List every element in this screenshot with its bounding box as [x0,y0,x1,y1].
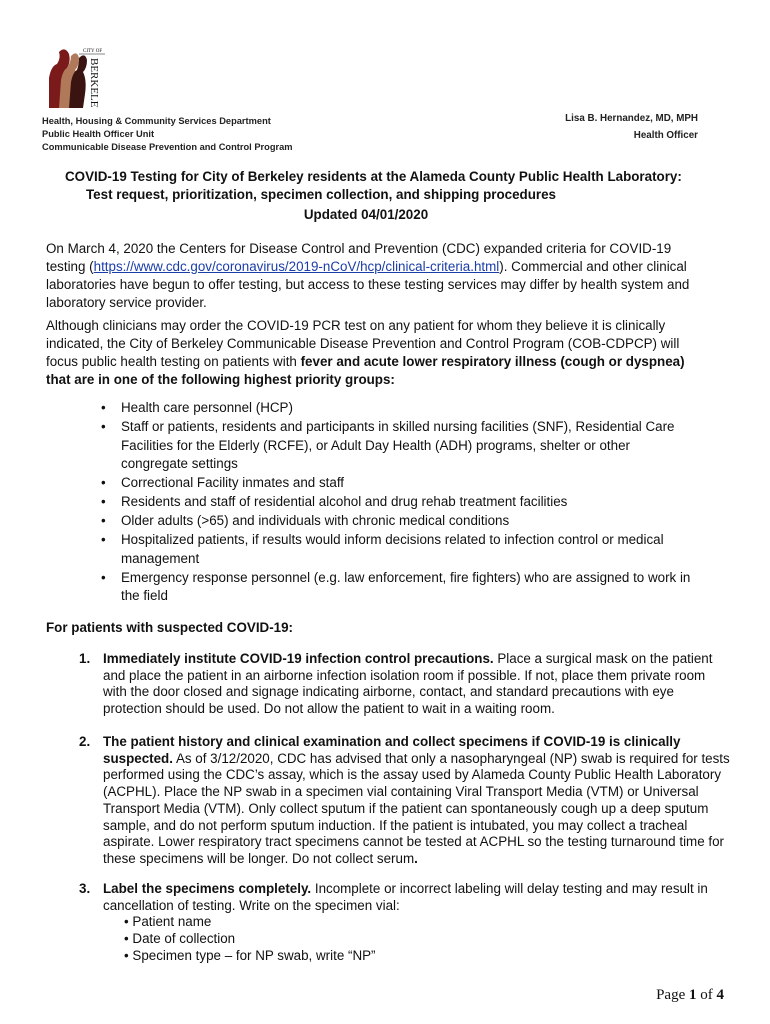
step-bold: Label the specimens completely. [103,881,312,896]
intro-paragraph [46,240,706,312]
page-label: Page [656,987,689,1003]
page-number [656,987,724,1004]
priority-groups-list [121,399,696,606]
step-3 [79,881,731,965]
list-item: • Emergency response personnel (e.g. law enforcement, fire fighters) who are assigned to work in the field [121,569,696,606]
step-2 [79,734,731,868]
officer-name: Lisa B. Hernandez, MD, MPH [565,113,698,124]
city-logo [47,44,107,108]
page-of: of [696,987,717,1003]
list-item: • Correctional Facility inmates and staff [121,474,696,493]
step-number: 1. [79,651,91,666]
priority-text: Although clinicians may order the COVID-19 PCR test on any patient for whom they believe it is clinically indicated, the City of Berkeley Communicable Disease Prevention and Control Program (COB-CDPCP) will focus public health testing on patients with [46,318,680,369]
step-number: 3. [79,881,91,896]
step-text: As of 3/12/2020, CDC has advised that only a nasopharyngeal (NP) swab is required for tests performed using the CDC’s assay, which is the assay used by Alameda County Public Health Laboratory (ACPHL). Place the NP swab in a specimen vial containing Viral Transport Media (VTM) or Universal Transport Media (VTM). Only collect sputum if the patient can spontaneously cough up a deep sputum sample, and do not perform sputum induction. If the patient is intubated, you may collect a tracheal aspirate. Lower respiratory tract specimens cannot be tested at ACPHL so the testing turnaround time for these specimens will be longer. Do not collect serum [103,750,730,866]
step-1 [79,651,731,718]
dept-line: Communicable Disease Prevention and Control Program [42,142,293,152]
specimen-label-item: • Specimen type – for NP swab, write “NP” [124,947,376,963]
title-line-2: Test request, prioritization, specimen collection, and shipping procedures [86,187,556,202]
list-item: • Older adults (>65) and individuals with chronic medical conditions [121,512,696,531]
section-heading: For patients with suspected COVID-19: [46,620,294,635]
svg-text:BERKELEY: BERKELEY [88,58,100,108]
dept-line: Public Health Officer Unit [42,129,155,139]
cdc-criteria-link[interactable]: https://www.cdc.gov/coronavirus/2019-nCoV/hcp/clinical-criteria.html [93,259,500,274]
officer-title: Health Officer [633,130,698,141]
svg-text:CITY OF: CITY OF [83,49,103,54]
dept-line: Health, Housing & Community Services Department [42,116,271,126]
page-current: 1 [689,987,697,1003]
list-item: • Residents and staff of residential alcohol and drug rehab treatment facilities [121,493,696,512]
page-total: 4 [716,987,724,1003]
step-end: . [414,850,418,866]
priority-paragraph [46,317,706,389]
list-item: • Hospitalized patients, if results would inform decisions related to infection control or medical management [121,531,696,568]
list-item: • Health care personnel (HCP) [121,399,696,418]
priority-text-bold: fever and acute lower respiratory illness (cough or dyspnea) that are in one of the following highest priority groups: [46,354,685,387]
step-number: 2. [79,734,91,749]
step-text: Place a surgical mask on the patient and place the patient in an airborne infection isolation room if possible. If not, place them private room with the door closed and signage indicating airborne, contact, and standard precautions with eye protection should be used. Do not allow the patient to wait in a waiting room. [103,651,713,717]
berkeley-silhouettes-icon [47,44,107,108]
step-text: Incomplete or incorrect labeling will delay testing and may result in cancellation of testing. Write on the specimen vial: [103,881,708,913]
document-title [48,168,728,224]
intro-text-after: ). Commercial and other clinical laboratories have begun to offer testing, but access to these testing services may differ by health system and laboratory service provider. [46,259,690,310]
specimen-label-item: • Date of collection [124,931,236,947]
title-line-1: COVID-19 Testing for City of Berkeley residents at the Alameda County Public Health Laboratory: [65,169,682,184]
department-header [42,115,293,154]
step-bold: The patient history and clinical examination and collect specimens if COVID-19 is clinically suspected. [103,734,681,766]
list-item: • Staff or patients, residents and participants in skilled nursing facilities (SNF), Residential Care Facilities for the Elderly (RCFE), or Adult Day Health (ADH) programs, shelter or other congregate settings [121,418,696,474]
health-officer-block [565,110,698,144]
intro-text-before: On March 4, 2020 the Centers for Disease Control and Prevention (CDC) expanded criteria for COVID-19 testing ( [46,241,672,274]
step-bold: Immediately institute COVID-19 infection control precautions. [103,651,494,666]
updated-date: Updated 04/01/2020 [303,207,429,222]
specimen-label-item: • Patient name [124,914,212,930]
